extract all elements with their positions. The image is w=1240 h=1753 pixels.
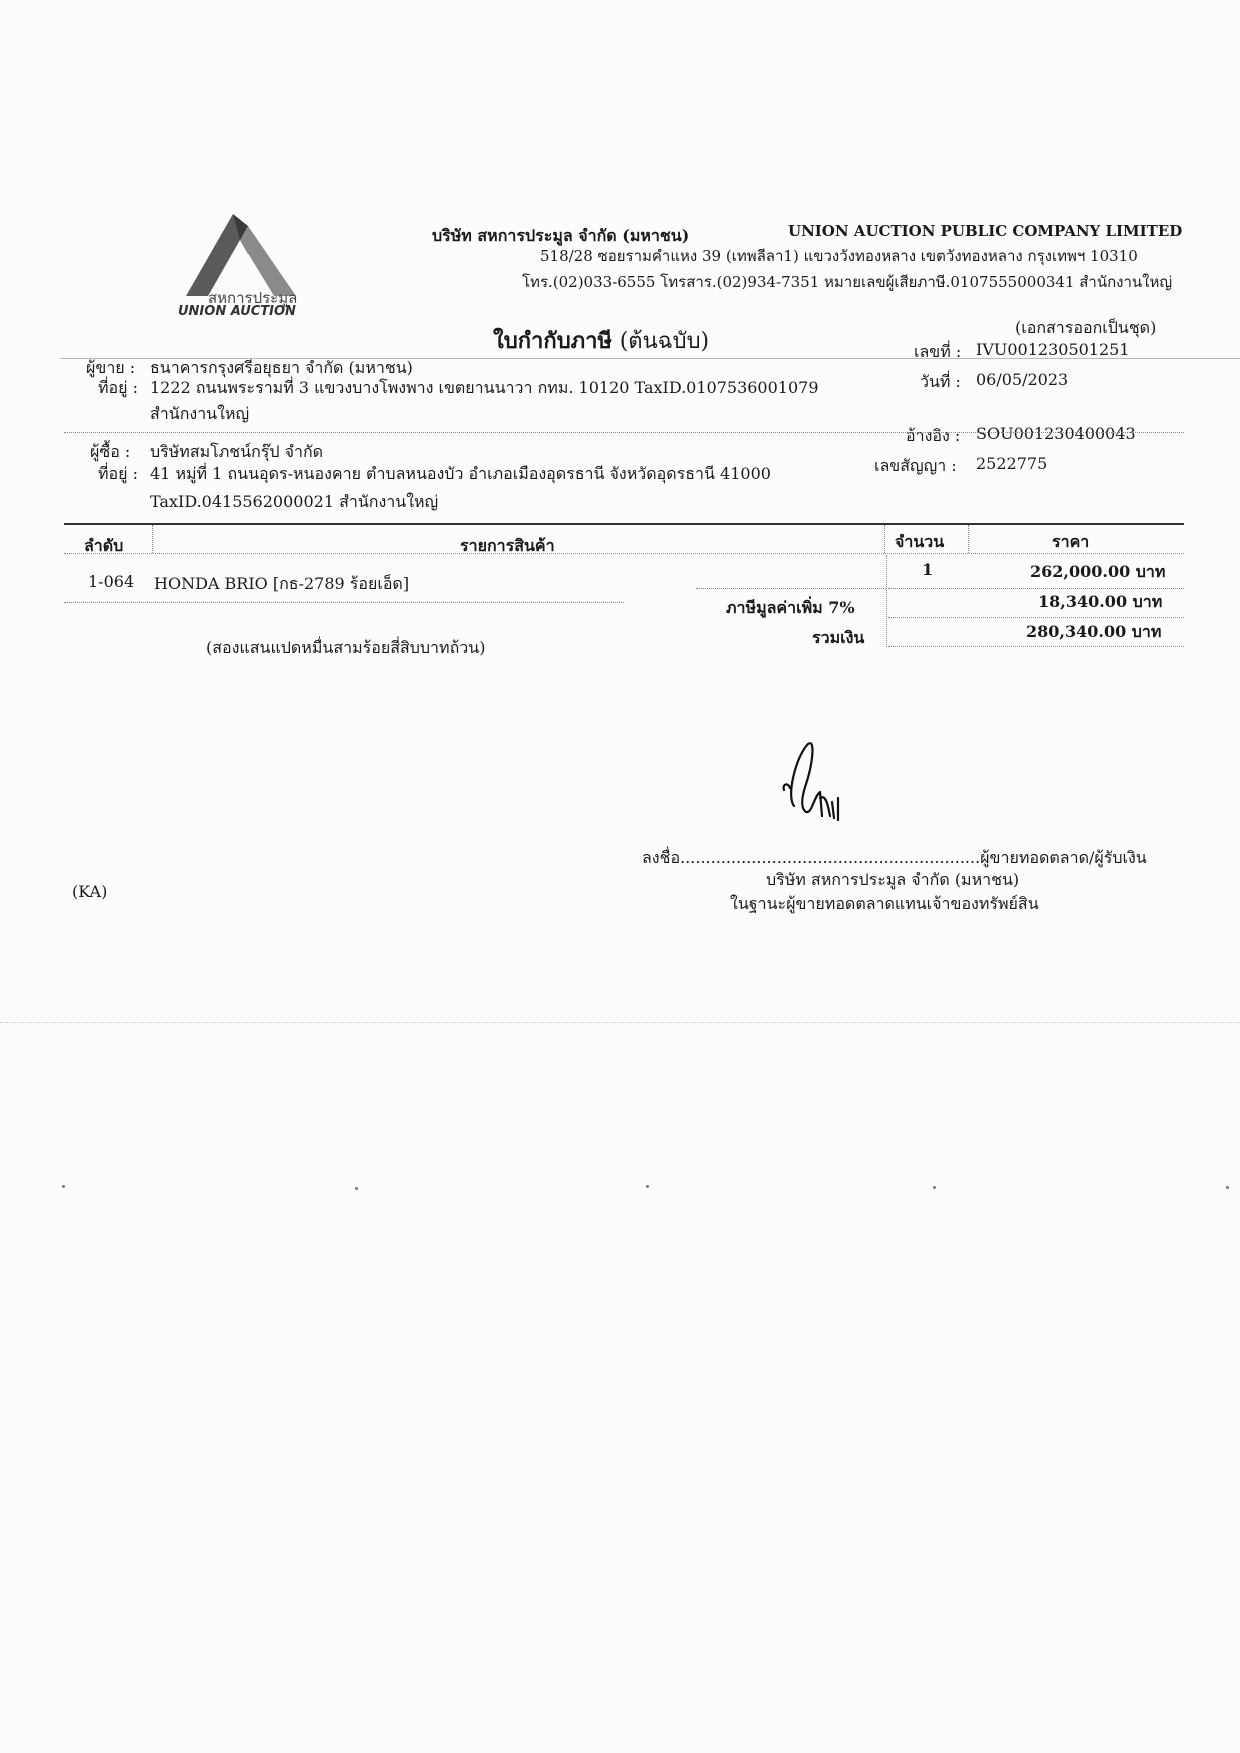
handwritten-signature — [776, 736, 856, 832]
company-name-thai: บริษัท สหการประมูล จำกัด (มหาชน) — [432, 226, 690, 245]
table-top-rule — [64, 523, 1184, 525]
document-date-label: วันที่ : — [920, 372, 961, 391]
row-qty: 1 — [922, 560, 934, 579]
buyer-address-line1: 41 หมู่ที่ 1 ถนนอุดร-หนองคาย ตำบลหนองบัว อำเภอเมืองอุดรธานี จังหวัดอุดรธานี 41000 — [150, 464, 771, 483]
document-title-sub: (ต้นฉบับ) — [619, 329, 710, 354]
table-header-rule — [64, 553, 1184, 554]
amount-in-words: (สองแสนแปดหมื่นสามร้อยสี่สิบบาทถ้วน) — [206, 638, 486, 657]
reference-number: SOU001230400043 — [976, 424, 1136, 443]
signature-capacity: ในฐานะผู้ขายทอดตลาดแทนเจ้าของทรัพย์สิน — [730, 894, 1039, 913]
buyer-address-line2: TaxID.0415562000021 สำนักงานใหญ่ — [150, 492, 439, 511]
scan-speck — [646, 1185, 649, 1188]
signature-line: ลงชื่อ...........................................................ผู้ขายทอดตลาด/ผู้รับเงิน — [642, 848, 1147, 867]
table-header-item: รายการสินค้า — [460, 536, 555, 555]
contract-number: 2522775 — [976, 454, 1048, 473]
row-price: 262,000.00 บาท — [1030, 562, 1166, 581]
table-header-price: ราคา — [1052, 532, 1090, 551]
document-date: 06/05/2023 — [976, 370, 1069, 389]
row-item: HONDA BRIO [กธ-2789 ร้อยเอ็ด] — [154, 574, 410, 593]
seller-address-line1: 1222 ถนนพระรามที่ 3 แขวงบางโพงพาง เขตยานนาวา กทม. 10120 TaxID.0107536001079 — [150, 378, 819, 397]
seller-address-line2: สำนักงานใหญ่ — [150, 404, 250, 423]
seller-name: ธนาคารกรุงศรีอยุธยา จำกัด (มหาชน) — [150, 358, 413, 377]
scan-speck — [355, 1187, 358, 1190]
document-title-main: ใบกำกับภาษี — [493, 328, 613, 354]
scan-speck — [62, 1185, 65, 1188]
total-rule — [888, 646, 1184, 647]
vat-rule — [888, 617, 1184, 618]
vat-value: 18,340.00 บาท — [1038, 592, 1163, 611]
row-rule — [696, 588, 886, 589]
total-value: 280,340.00 บาท — [1026, 622, 1162, 641]
signature-company: บริษัท สหการประมูล จำกัด (มหาชน) — [766, 870, 1020, 889]
table-header-no: ลำดับ — [84, 536, 124, 555]
footer-code: (KA) — [72, 882, 108, 901]
document-title — [493, 323, 709, 358]
table-col-divider — [152, 525, 153, 553]
buyer-name: บริษัทสมโภชน์กรุ๊ป จำกัด — [150, 442, 324, 461]
document-number-label: เลขที่ : — [914, 342, 962, 361]
vat-label: ภาษีมูลค่าเพิ่ม 7% — [726, 598, 855, 617]
row-rule — [64, 602, 624, 603]
seller-address-label: ที่อยู่ : — [98, 378, 139, 397]
table-header-qty: จำนวน — [895, 532, 945, 551]
scan-fold-line — [0, 1022, 1240, 1023]
buyer-address-label: ที่อยู่ : — [98, 464, 139, 483]
row-no: 1-064 — [88, 572, 135, 591]
sign-label: ลงชื่อ — [642, 848, 681, 867]
contract-label: เลขสัญญา : — [874, 456, 957, 475]
total-label: รวมเงิน — [812, 628, 865, 647]
logo-english-text: UNION AUCTION — [178, 304, 296, 319]
logo-thai-text: สหการประมูล — [208, 289, 298, 307]
scan-speck — [1226, 1186, 1229, 1189]
document-set-note: (เอกสารออกเป็นชุด) — [1015, 318, 1157, 337]
table-col-divider — [886, 555, 887, 647]
table-col-divider — [884, 525, 885, 553]
seller-buyer-divider — [64, 432, 1184, 433]
seller-label: ผู้ขาย : — [86, 358, 136, 377]
signer-role: ผู้ขายทอดตลาด/ผู้รับเงิน — [980, 848, 1147, 867]
table-col-divider — [968, 525, 969, 553]
buyer-label: ผู้ซื้อ : — [90, 442, 131, 461]
reference-label: อ้างอิง : — [906, 426, 961, 445]
company-name-english: UNION AUCTION PUBLIC COMPANY LIMITED — [788, 222, 1183, 240]
company-contact: โทร.(02)033-6555 โทรสาร.(02)934-7351 หมายเลขผู้เสียภาษี.0107555000341 สำนักงานใหญ่ — [522, 273, 1173, 291]
company-logo — [178, 212, 308, 322]
row-rule — [888, 588, 1184, 589]
scan-speck — [933, 1186, 936, 1189]
company-address: 518/28 ซอยรามคำแหง 39 (เทพลีลา1) แขวงวังทองหลาง เขตวังทองหลาง กรุงเทพฯ 10310 — [540, 247, 1138, 265]
document-number: IVU001230501251 — [976, 340, 1130, 359]
